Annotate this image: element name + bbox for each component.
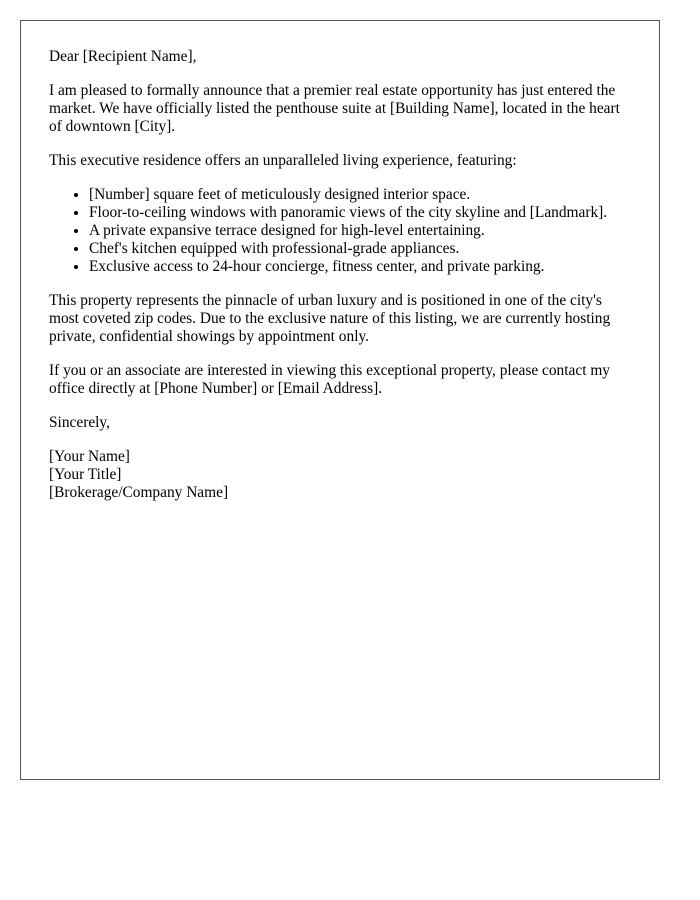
signature-block <box>49 448 631 502</box>
signature-title: [Your Title] <box>49 466 122 483</box>
closing: Sincerely, <box>49 414 110 431</box>
signature-name: [Your Name] <box>49 448 130 465</box>
intro-paragraph: I am pleased to formally announce that a premier real estate opportunity has just entered the market. We have officially listed the penthouse suite at [Building Name], located in the heart of downtown [City]. <box>49 82 620 135</box>
features-intro: This executive residence offers an unparalleled living experience, featuring: <box>49 152 517 169</box>
feature-item: • A private expansive terrace designed for high-level entertaining. <box>89 222 631 240</box>
signature-company: [Brokerage/Company Name] <box>49 484 229 501</box>
feature-item: • Chef's kitchen equipped with professional-grade appliances. <box>89 240 631 258</box>
salutation: Dear [Recipient Name], <box>49 48 197 65</box>
positioning-paragraph: This property represents the pinnacle of urban luxury and is positioned in one of the city's most coveted zip codes. Due to the exclusive nature of this listing, we are currently hosting private, confidential showings by appointment only. <box>49 292 611 345</box>
contact-paragraph: If you or an associate are interested in viewing this exceptional property, please contact my office directly at [Phone Number] or [Email Address]. <box>49 362 610 397</box>
features-list <box>49 186 631 276</box>
feature-item: • Floor-to-ceiling windows with panoramic views of the city skyline and [Landmark]. <box>89 204 631 222</box>
feature-item: • [Number] square feet of meticulously designed interior space. <box>89 186 631 204</box>
feature-item: • Exclusive access to 24-hour concierge, fitness center, and private parking. <box>89 258 631 276</box>
letter-document <box>20 20 660 780</box>
